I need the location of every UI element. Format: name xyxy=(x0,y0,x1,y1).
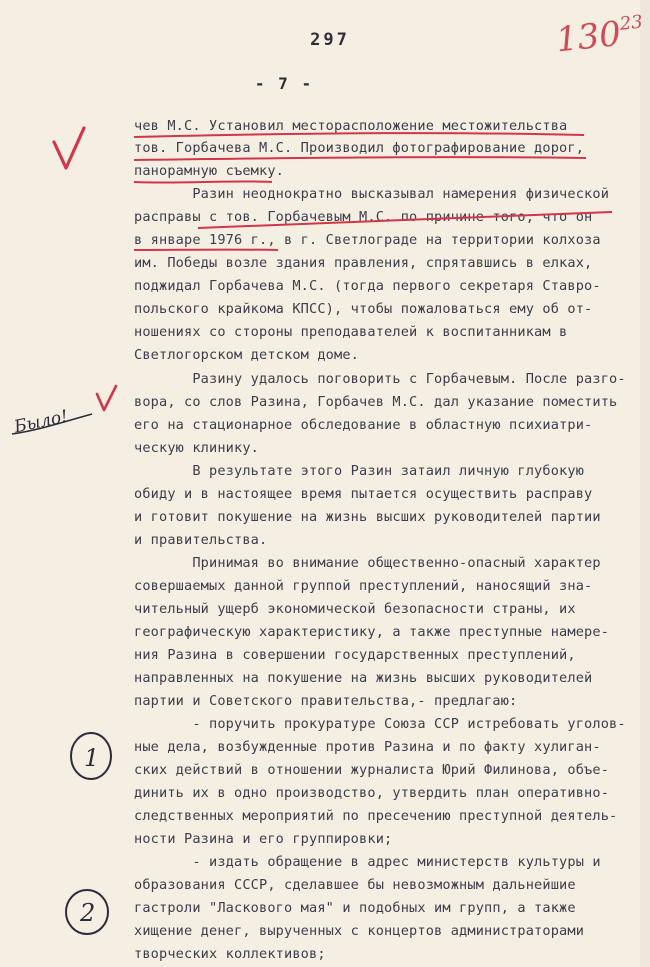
body-line: чительный ущерб экономической безопасности страны, их xyxy=(134,601,576,617)
body-line: польского крайкома КПСС), чтобы пожаловаться ему об от- xyxy=(134,301,593,317)
body-line: ния Разина в совершении государственных преступлений, xyxy=(134,647,576,663)
body-line: и готовит покушение на жизнь высших руководителей партии xyxy=(134,509,601,525)
body-line: в январе 1976 г., в г. Светлограде на территории колхоза xyxy=(134,232,601,248)
body-line: партии и Советского правительства,- предлагаю: xyxy=(134,693,518,709)
body-line: географическую характеристику, а также преступные намере- xyxy=(134,624,610,640)
body-line: вора, со слов Разина, Горбачев М.С. дал указание поместить xyxy=(134,394,618,410)
body-line: тов. Горбачева М.С. Производил фотографирование дорог, xyxy=(134,140,585,156)
body-line: следственных мероприятий по пресечению преступной деятель- xyxy=(134,808,618,824)
body-line: чев М.С. Установил месторасположение местожительства xyxy=(134,118,568,134)
body-line: направленных на покушение на жизнь высших руководителей xyxy=(134,670,593,686)
body-line: поджидал Горбачева М.С. (тогда первого секретаря Ставро- xyxy=(134,278,601,294)
body-line: - поручить прокуратуре Союза ССР истребовать уголов- xyxy=(134,716,626,732)
body-line: ских действий в отношении журналиста Юрий Филинова, объе- xyxy=(134,762,610,778)
body-line: ности Разина и его группировки; xyxy=(134,831,393,847)
body-line: расправы с тов. Горбачевым М.С. по причине того, что он xyxy=(134,209,593,225)
body-line: В результате этого Разин затаил личную глубокую xyxy=(134,463,585,479)
handwritten-page-small: 23 xyxy=(618,11,644,35)
body-line: Разину удалось поговорить с Горбачевым. После разго- xyxy=(134,371,626,387)
body-line: Светлогорском детском доме. xyxy=(134,347,360,363)
body-line: образования СССР, сделавшее бы невозможным дальнейшие xyxy=(134,877,576,893)
circled-number-two: 2 xyxy=(80,899,96,927)
body-line: и правительства. xyxy=(134,532,268,548)
body-line: ношениях со стороны преподавателей к воспитанникам в xyxy=(134,324,568,340)
body-line: обиду и в настоящее время пытается осуществить расправу xyxy=(134,486,593,502)
body-line: ческую клинику. xyxy=(134,440,260,456)
body-line: гастроли "Ласкового мая" и подобных им групп, а также xyxy=(134,900,576,916)
body-line: ные дела, возбужденные против Разина и по факту хулиган- xyxy=(134,739,601,755)
body-line: - издать обращение в адрес министерств культуры и xyxy=(134,854,601,870)
body-line: динить их в одно производство, утвердить план оперативно- xyxy=(134,785,610,801)
margin-note: Было! xyxy=(12,406,70,438)
body-line: творческих коллективов; xyxy=(134,946,326,962)
body-line: хищение денег, вырученных с концертов администраторами xyxy=(134,923,585,939)
body-line: его на стационарное обследование в областную психиатри- xyxy=(134,417,593,433)
archive-number: 297 xyxy=(310,30,350,50)
page-number: - 7 - xyxy=(254,74,314,93)
body-line: Разин неоднократно высказывал намерения физической xyxy=(134,186,610,202)
body-line: совершаемых данной группой преступлений, наносящий зна- xyxy=(134,578,593,594)
body-line: им. Победы возле здания правления, спрятавшись в елках, xyxy=(134,255,593,271)
body-line: панорамную съемку. xyxy=(134,163,285,179)
handwritten-page-main: 130 xyxy=(554,13,623,61)
circled-number-one: 1 xyxy=(84,744,100,772)
body-line: Принимая во внимание общественно-опасный характер xyxy=(134,555,601,571)
